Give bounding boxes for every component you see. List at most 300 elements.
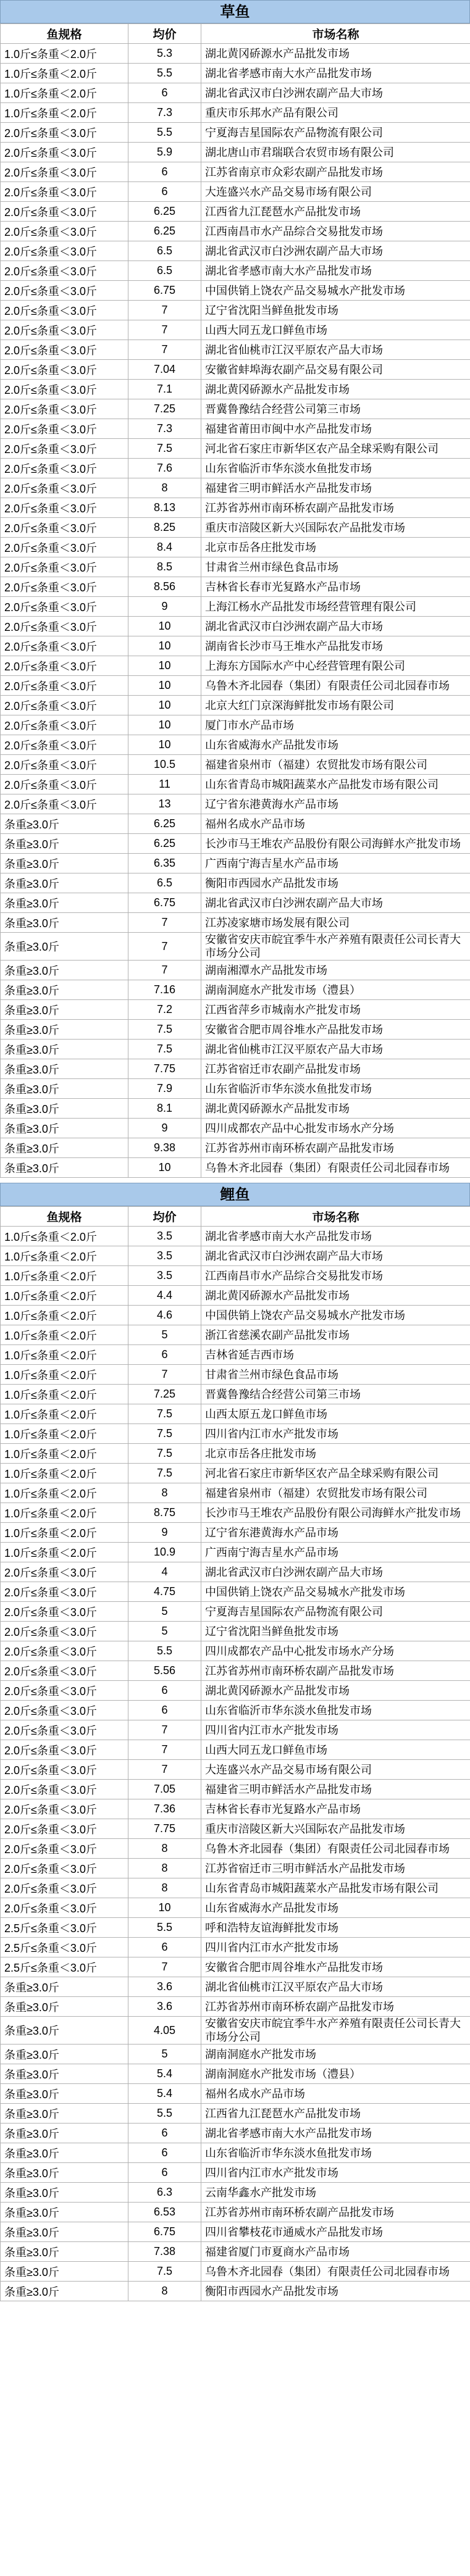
section-title: 草鱼 [0,0,470,23]
table-row [1,814,470,834]
price-cell: 6 [128,182,201,202]
market-cell: 北京大红门京深海鲜批发市场有限公司 [201,696,470,715]
market-cell: 湖北省武汉市白沙洲农副产品大市场 [201,83,470,103]
price-cell: 6.25 [128,202,201,222]
market-cell: 湖北黄冈硚源水产品批发市场 [201,380,470,399]
table-row [1,2222,470,2242]
spec-cell: 1.0斤≤条重＜2.0斤 [1,1424,128,1444]
table-row [1,320,470,340]
price-cell: 8.5 [128,557,201,577]
spec-cell: 2.0斤≤条重＜3.0斤 [1,735,128,755]
table-row [1,617,470,636]
section-grass-carp [0,0,470,1178]
market-cell: 中国供销上饶农产品交易城水产批发市场 [201,281,470,301]
market-cell: 河北省石家庄市新华区农产品全球采购有限公司 [201,1464,470,1483]
table-row [1,64,470,83]
market-cell: 四川省内江市水产批发市场 [201,1424,470,1444]
price-cell: 3.5 [128,1227,201,1246]
section-title: 鲤鱼 [0,1183,470,1206]
table-body [1,1227,470,2301]
price-cell: 7.5 [128,1040,201,1059]
price-cell: 7.1 [128,380,201,399]
price-cell: 9 [128,1523,201,1543]
spec-cell: 条重≥3.0斤 [1,854,128,873]
market-cell: 山东省青岛市城阳蔬菜水产品批发市场有限公司 [201,1878,470,1898]
spec-cell: 2.0斤≤条重＜3.0斤 [1,182,128,202]
price-cell: 7.3 [128,103,201,123]
price-cell: 7 [128,1740,201,1760]
price-cell: 10.9 [128,1543,201,1562]
spec-cell: 2.0斤≤条重＜3.0斤 [1,1760,128,1780]
market-cell: 江苏省宿迁市农副产品批发市场 [201,1059,470,1079]
market-cell: 四川省内江市水产批发市场 [201,2163,470,2183]
spec-cell: 1.0斤≤条重＜2.0斤 [1,1523,128,1543]
spec-cell: 条重≥3.0斤 [1,814,128,834]
market-cell: 山东省青岛市城阳蔬菜水产品批发市场有限公司 [201,775,470,794]
spec-cell: 2.0斤≤条重＜3.0斤 [1,1641,128,1661]
table-row [1,44,470,64]
market-cell: 上海江杨水产品批发市场经营管理有限公司 [201,597,470,617]
market-cell: 湖北省武汉市白沙洲农副产品大市场 [201,1246,470,1266]
spec-cell: 2.0斤≤条重＜3.0斤 [1,498,128,518]
table-row [1,202,470,222]
market-cell: 安徽省安庆市皖宜季牛水产养殖有限责任公司长青大市场分公司 [201,933,470,961]
market-cell: 江西南昌市水产品综合交易批发市场 [201,222,470,241]
table-row [1,1365,470,1385]
table-row [1,2143,470,2163]
header-row [1,1207,470,1227]
table-row [1,577,470,597]
table-row [1,980,470,1000]
market-cell: 江苏省苏州市南环桥农副产品批发市场 [201,498,470,518]
table-row [1,1859,470,1878]
price-cell: 7 [128,1957,201,1977]
table-row [1,1543,470,1562]
table-row [1,103,470,123]
table-row [1,538,470,557]
table-row [1,557,470,577]
table-row [1,1938,470,1957]
market-cell: 晋冀鲁豫结合经营公司第三市场 [201,399,470,419]
table-row [1,162,470,182]
market-cell: 甘肃省兰州市绿色食品市场 [201,1365,470,1385]
market-cell: 长沙市马王堆农产品股份有限公司海鲜水产批发市场 [201,834,470,854]
table-row [1,1740,470,1760]
spec-cell: 条重≥3.0斤 [1,2183,128,2203]
price-cell: 7 [128,961,201,980]
spec-cell: 2.0斤≤条重＜3.0斤 [1,419,128,439]
spec-cell: 2.0斤≤条重＜3.0斤 [1,1780,128,1799]
price-cell: 10.5 [128,755,201,775]
spec-cell: 条重≥3.0斤 [1,1079,128,1099]
market-cell: 江西省九江琵琶水产品批发市场 [201,2104,470,2124]
table-row [1,1799,470,1819]
table-row [1,1000,470,1020]
price-cell: 8 [128,2282,201,2301]
price-cell: 5.5 [128,123,201,143]
market-cell: 湖北省仙桃市江汉平原农产品大市场 [201,340,470,360]
market-cell: 湖北黄冈硚源水产品批发市场 [201,44,470,64]
spec-cell: 2.0斤≤条重＜3.0斤 [1,577,128,597]
price-cell: 5.4 [128,2084,201,2104]
market-cell: 福建省三明市鲜活水产品批发市场 [201,478,470,498]
price-cell: 6 [128,1938,201,1957]
price-cell: 6.25 [128,222,201,241]
spec-cell: 2.0斤≤条重＜3.0斤 [1,538,128,557]
market-cell: 湖北省孝感市南大水产品批发市场 [201,64,470,83]
market-cell: 湖北省仙桃市江汉平原农产品大市场 [201,1040,470,1059]
table-row [1,2183,470,2203]
price-cell: 9 [128,597,201,617]
price-cell: 5.5 [128,64,201,83]
spec-cell: 2.0斤≤条重＜3.0斤 [1,439,128,459]
table-row [1,419,470,439]
price-cell: 6.5 [128,873,201,893]
market-cell: 辽宁省东港黄海水产品市场 [201,1523,470,1543]
market-cell: 中国供销上饶农产品交易城水产批发市场 [201,1306,470,1325]
spec-cell: 1.0斤≤条重＜2.0斤 [1,1306,128,1325]
price-cell: 8.13 [128,498,201,518]
spec-cell: 条重≥3.0斤 [1,1020,128,1040]
market-cell: 乌鲁木齐北园春（集团）有限责任公司北园春市场 [201,1158,470,1178]
table-row [1,459,470,478]
price-cell: 7 [128,1720,201,1740]
spec-cell: 2.0斤≤条重＜3.0斤 [1,1602,128,1622]
spec-cell: 1.0斤≤条重＜2.0斤 [1,1246,128,1266]
market-cell: 安徽省合肥市周谷堆水产品批发市场 [201,1020,470,1040]
market-cell: 湖南省长沙市马王堆水产品批发市场 [201,636,470,656]
spec-cell: 1.0斤≤条重＜2.0斤 [1,1266,128,1286]
market-cell: 江西省九江琵琶水产品批发市场 [201,202,470,222]
spec-cell: 1.0斤≤条重＜2.0斤 [1,1325,128,1345]
header-spec: 鱼规格 [1,24,128,44]
spec-cell: 2.0斤≤条重＜3.0斤 [1,281,128,301]
price-cell: 6.53 [128,2203,201,2222]
market-cell: 宁夏海吉星国际农产品物流有限公司 [201,1602,470,1622]
market-cell: 山东省威海水产品批发市场 [201,1898,470,1918]
spec-cell: 2.0斤≤条重＜3.0斤 [1,1859,128,1878]
price-cell: 9.38 [128,1138,201,1158]
table-row [1,498,470,518]
spec-cell: 条重≥3.0斤 [1,1138,128,1158]
table-row [1,1286,470,1306]
price-table [0,1206,470,2301]
spec-cell: 2.0斤≤条重＜3.0斤 [1,1562,128,1582]
market-cell: 湖北省仙桃市江汉平原农产品大市场 [201,1977,470,1997]
market-cell: 湖北省孝感市南大水产品批发市场 [201,1227,470,1246]
table-row [1,873,470,893]
market-cell: 长沙市马王堆农产品股份有限公司海鲜水产批发市场 [201,1503,470,1523]
market-cell: 浙江省慈溪农副产品批发市场 [201,1325,470,1345]
spec-cell: 条重≥3.0斤 [1,980,128,1000]
spec-cell: 1.0斤≤条重＜2.0斤 [1,1503,128,1523]
table-row [1,478,470,498]
spec-cell: 2.0斤≤条重＜3.0斤 [1,755,128,775]
market-cell: 湖南洞庭水产批发市场（澧县） [201,980,470,1000]
market-cell: 湖南洞庭水产批发市场 [201,2045,470,2064]
table-row [1,222,470,241]
table-row [1,834,470,854]
table-row [1,1898,470,1918]
table-row [1,1404,470,1424]
spec-cell: 1.0斤≤条重＜2.0斤 [1,1483,128,1503]
spec-cell: 2.0斤≤条重＜3.0斤 [1,676,128,696]
market-cell: 江西省萍乡市城南水产批发市场 [201,1000,470,1020]
price-cell: 7.9 [128,1079,201,1099]
table-row [1,182,470,202]
price-cell: 4.05 [128,2017,201,2045]
section-common-carp [0,1183,470,2301]
spec-cell: 2.0斤≤条重＜3.0斤 [1,1740,128,1760]
table-row [1,1246,470,1266]
spec-cell: 2.0斤≤条重＜3.0斤 [1,162,128,182]
spec-cell: 条重≥3.0斤 [1,893,128,913]
market-cell: 北京市岳各庄批发市场 [201,1444,470,1464]
price-cell: 7.05 [128,1780,201,1799]
table-row [1,1622,470,1641]
price-cell: 7.5 [128,1020,201,1040]
spec-cell: 2.0斤≤条重＜3.0斤 [1,202,128,222]
price-cell: 5 [128,1325,201,1345]
table-row [1,1839,470,1859]
table-row [1,1681,470,1701]
market-cell: 湖北省武汉市白沙洲农副产品大市场 [201,1562,470,1582]
market-cell: 重庆市涪陵区新大兴国际农产品批发市场 [201,1819,470,1839]
spec-cell: 2.0斤≤条重＜3.0斤 [1,518,128,538]
price-cell: 6.75 [128,281,201,301]
market-cell: 福建省莆田市闽中水产品批发市场 [201,419,470,439]
spec-cell: 条重≥3.0斤 [1,2222,128,2242]
spec-cell: 条重≥3.0斤 [1,2163,128,2183]
spec-cell: 2.0斤≤条重＜3.0斤 [1,1701,128,1720]
market-cell: 湖南湘潭水产品批发市场 [201,961,470,980]
market-cell: 大连盛兴水产品交易市场有限公司 [201,1760,470,1780]
spec-cell: 条重≥3.0斤 [1,2262,128,2282]
table-row [1,1819,470,1839]
spec-cell: 条重≥3.0斤 [1,2124,128,2143]
price-cell: 7.3 [128,419,201,439]
spec-cell: 2.0斤≤条重＜3.0斤 [1,360,128,380]
table-row [1,2104,470,2124]
price-cell: 10 [128,656,201,676]
price-cell: 7 [128,301,201,320]
market-cell: 辽宁省沈阳当鲜鱼批发市场 [201,1622,470,1641]
market-cell: 甘肃省兰州市绿色食品市场 [201,557,470,577]
price-cell: 7.75 [128,1059,201,1079]
spec-cell: 条重≥3.0斤 [1,2017,128,2045]
price-cell: 6.25 [128,814,201,834]
spec-cell: 1.0斤≤条重＜2.0斤 [1,1404,128,1424]
price-cell: 7 [128,933,201,961]
table-row [1,261,470,281]
spec-cell: 1.0斤≤条重＜2.0斤 [1,64,128,83]
price-cell: 6 [128,2143,201,2163]
price-cell: 7.25 [128,1385,201,1404]
spec-cell: 2.0斤≤条重＜3.0斤 [1,1878,128,1898]
spec-cell: 1.0斤≤条重＜2.0斤 [1,1345,128,1365]
price-cell: 6.75 [128,2222,201,2242]
price-cell: 8.4 [128,538,201,557]
table-row [1,399,470,419]
table-row [1,933,470,961]
price-cell: 10 [128,1898,201,1918]
price-cell: 4.4 [128,1286,201,1306]
table-row [1,1602,470,1622]
market-cell: 湖北省孝感市南大水产品批发市场 [201,2124,470,2143]
market-cell: 吉林省长春市光复路水产品市场 [201,1799,470,1819]
spec-cell: 条重≥3.0斤 [1,1977,128,1997]
table-row [1,1306,470,1325]
price-cell: 5 [128,1602,201,1622]
table-row [1,1099,470,1119]
market-cell: 湖南洞庭水产批发市场（澧县） [201,2064,470,2084]
spec-cell: 2.0斤≤条重＜3.0斤 [1,399,128,419]
market-cell: 湖北黄冈硚源水产品批发市场 [201,1286,470,1306]
spec-cell: 2.0斤≤条重＜3.0斤 [1,123,128,143]
table-row [1,1464,470,1483]
price-cell: 8 [128,1483,201,1503]
price-cell: 6 [128,2163,201,2183]
market-cell: 山东省临沂市华东淡水鱼批发市场 [201,1079,470,1099]
price-cell: 10 [128,1158,201,1178]
spec-cell: 条重≥3.0斤 [1,1099,128,1119]
market-cell: 福建省泉州市（福建）农贸批发市场有限公司 [201,1483,470,1503]
table-row [1,2242,470,2262]
price-cell: 6 [128,1701,201,1720]
market-cell: 江苏省苏州市南环桥农副产品批发市场 [201,1661,470,1681]
price-cell: 4.6 [128,1306,201,1325]
table-row [1,83,470,103]
price-cell: 6.3 [128,2183,201,2203]
table-row [1,775,470,794]
table-row [1,1444,470,1464]
spec-cell: 1.0斤≤条重＜2.0斤 [1,44,128,64]
header-market: 市场名称 [201,24,470,44]
spec-cell: 2.0斤≤条重＜3.0斤 [1,1720,128,1740]
price-cell: 8 [128,478,201,498]
price-cell: 10 [128,617,201,636]
price-cell: 8.75 [128,1503,201,1523]
header-row [1,24,470,44]
table-row [1,1582,470,1602]
header-market: 市场名称 [201,1207,470,1227]
spec-cell: 2.5斤≤条重＜3.0斤 [1,1918,128,1938]
table-row [1,1661,470,1681]
price-cell: 5.56 [128,1661,201,1681]
spec-cell: 2.0斤≤条重＜3.0斤 [1,241,128,261]
table-row [1,1503,470,1523]
price-cell: 5.3 [128,44,201,64]
table-body [1,44,470,1178]
market-cell: 山东省临沂市华东淡水鱼批发市场 [201,1701,470,1720]
price-cell: 7.5 [128,1444,201,1464]
market-cell: 山东省临沂市华东淡水鱼批发市场 [201,2143,470,2163]
market-cell: 四川成都农产品中心批发市场水产分场 [201,1119,470,1138]
market-cell: 山西大同五龙口鲜鱼市场 [201,1740,470,1760]
table-row [1,1878,470,1898]
table-row [1,913,470,933]
price-cell: 11 [128,775,201,794]
table-row [1,656,470,676]
table-row [1,2262,470,2282]
spec-cell: 2.0斤≤条重＜3.0斤 [1,1582,128,1602]
price-cell: 8.25 [128,518,201,538]
price-cell: 7.38 [128,2242,201,2262]
price-cell: 4.75 [128,1582,201,1602]
price-cell: 5 [128,2045,201,2064]
price-cell: 4 [128,1562,201,1582]
price-cell: 7.2 [128,1000,201,1020]
table-row [1,1325,470,1345]
table-row [1,1760,470,1780]
spec-cell: 2.0斤≤条重＜3.0斤 [1,1819,128,1839]
spec-cell: 1.0斤≤条重＜2.0斤 [1,1227,128,1246]
market-cell: 河北省石家庄市新华区农产品全球采购有限公司 [201,439,470,459]
table-row [1,1523,470,1543]
price-cell: 6 [128,83,201,103]
market-cell: 大连盛兴水产品交易市场有限公司 [201,182,470,202]
table-row [1,2045,470,2064]
market-cell: 湖北省武汉市白沙洲农副产品大市场 [201,617,470,636]
table-row [1,1385,470,1404]
price-cell: 3.5 [128,1266,201,1286]
market-cell: 四川省内江市水产批发市场 [201,1938,470,1957]
price-cell: 6.25 [128,834,201,854]
market-cell: 重庆市涪陵区新大兴国际农产品批发市场 [201,518,470,538]
spec-cell: 2.0斤≤条重＜3.0斤 [1,1681,128,1701]
table-row [1,2163,470,2183]
table-row [1,1780,470,1799]
table-row [1,439,470,459]
price-cell: 5.5 [128,2104,201,2124]
spec-cell: 2.0斤≤条重＜3.0斤 [1,636,128,656]
market-cell: 山东省威海水产品批发市场 [201,735,470,755]
price-cell: 10 [128,636,201,656]
price-cell: 6 [128,1345,201,1365]
spec-cell: 条重≥3.0斤 [1,834,128,854]
price-cell: 10 [128,715,201,735]
spec-cell: 2.0斤≤条重＜3.0斤 [1,459,128,478]
price-cell: 3.6 [128,1997,201,2017]
price-cell: 6 [128,1681,201,1701]
spec-cell: 条重≥3.0斤 [1,1119,128,1138]
price-cell: 7.5 [128,1424,201,1444]
market-cell: 福州名成水产品市场 [201,2084,470,2104]
price-cell: 8 [128,1878,201,1898]
market-cell: 广西南宁海吉星水产品市场 [201,854,470,873]
spec-cell: 1.0斤≤条重＜2.0斤 [1,1444,128,1464]
spec-cell: 2.0斤≤条重＜3.0斤 [1,557,128,577]
market-cell: 安徽省合肥市周谷堆水产品批发市场 [201,1957,470,1977]
table-row [1,1957,470,1977]
spec-cell: 2.0斤≤条重＜3.0斤 [1,656,128,676]
spec-cell: 条重≥3.0斤 [1,2282,128,2301]
table-row [1,755,470,775]
spec-cell: 2.0斤≤条重＜3.0斤 [1,320,128,340]
price-cell: 7 [128,340,201,360]
table-row [1,518,470,538]
market-cell: 中国供销上饶农产品交易城水产批发市场 [201,1582,470,1602]
price-cell: 8 [128,1839,201,1859]
price-cell: 6.5 [128,241,201,261]
table-row [1,2064,470,2084]
price-cell: 7.16 [128,980,201,1000]
spec-cell: 条重≥3.0斤 [1,2104,128,2124]
market-cell: 江苏省苏州市南环桥农副产品批发市场 [201,2203,470,2222]
market-cell: 重庆市乐邦水产品有限公司 [201,103,470,123]
market-cell: 江苏凌家塘市场发展有限公司 [201,913,470,933]
spec-cell: 条重≥3.0斤 [1,2143,128,2163]
